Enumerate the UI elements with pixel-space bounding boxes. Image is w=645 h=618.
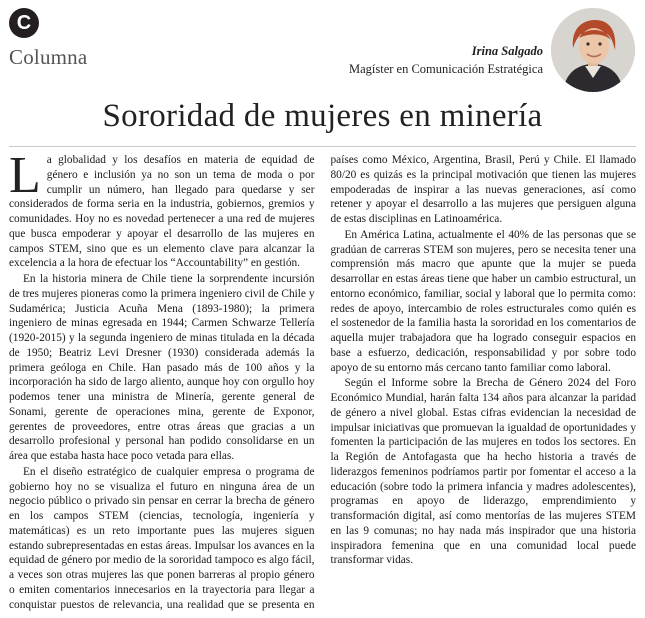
author-photo — [551, 8, 635, 92]
article-paragraph: Según el Informe sobre la Brecha de Género 2024 del Foro Económico Mundial, harán falta 134 años para alcanzar la paridad de género a nivel global. Estas cifras evidencian la necesidad de impulsar iniciativas que promuevan la igualdad de oportunidades y fomenten la participación de las mujeres en todos los sectores. En la Región de Antofagasta que ha hecho historia a través de liderazgos femeninos podríamos partir por fomentar el acceso a la educación (sobre todo la primera infancia y madres adolescentes), programas en apoyo de liderazgo, emprendimiento y transformación digital, así como mentorías de las mujeres STEM en las 9 comunas; no hay nada más inspirador que una historia inspiradora femenina que en una comunidad local puede transformar vidas. — [330, 377, 636, 567]
article-paragraph — [9, 147, 315, 271]
article-paragraph: En América Latina, actualmente el 40% de las personas que se gradúan de carreras STEM son mujeres, pero se necesita tener una comprensión más macro que apunte que la mujer se pueda desarrollar en estas áreas tiene que haber un cambio estructural, un entorno económico, familiar, social y laboral que lo permita como: redes de apoyo, intercambio de roles estructurales como quién es el sostenedor de la familia hasta la sororidad en los comentarios de aquella mujer trabajadora que ha logrado conseguir espacios en base a esfuerzo, dedicación, responsabilidad y por sobre todo apoyo de su entorno más cercano tanto familiar como laboral. — [330, 228, 636, 374]
author-name: Irina Salgado — [471, 44, 543, 58]
title-divider — [9, 146, 636, 147]
article-title: Sororidad de mujeres en minería — [102, 98, 543, 134]
article-paragraph: En el diseño estratégico de cualquier empresa o programa de gobierno hoy no se visualiza el futuro en ninguna área de un negocio público o privado sin pensar en cerrar la brecha de género en los campos STEM (ciencias, tecnología, ingeniería y matemáticas) es un reto importante pues las mujeres siguen estando subrepresentadas en estas áreas. Impulsar los avances en la equidad de género por medio de la sororidad tampoco es algo fácil, a veces son otras mujeres las que ponen barreras al propio género o emiten comentarios innecesarios en la trayectoria para llegar a conquistar puestos de relevancia, una realidad que se presenta en países como México, Argentina, Brasil, Perú y Chile. El llamado 80/20 es quizás es la principal motivación que tienen las mujeres empoderadas de inspirar a las nuevas generaciones, así como retener y apoyar el desarrollo a las mujeres que persiguen alguna de estas disciplinas en Latinoamérica. — [9, 154, 636, 611]
paragraph-text: a globalidad y los desafíos en materia de equidad de género e inclusión ya no son un tema de moda o por cumplir un número, han llegado para quedarse y ser considerados de forma seria en la industria, gobiernos, gremios y comunidades. Hoy no es novedad pertenecer a una red de mujeres que busca empoderar y apoyar el desarrollo de las mujeres en campos STEM, sino que es un elemento clave para alcanzar la excelencia a la hora de efectuar los “Accountability” en gestión. — [9, 154, 315, 270]
author-role: Magíster en Comunicación Estratégica — [348, 62, 543, 76]
section-badge: C — [9, 8, 39, 38]
drop-cap: L — [9, 147, 41, 204]
author-block — [349, 44, 543, 77]
article-body — [9, 147, 636, 613]
article-paragraph: En la historia minera de Chile tiene la sorprendente incursión de tres mujeres pioneras como la primera ingeniero civil de Chile y Sudamérica; Justicia Acuña Mena (1893-1980); la primera ingeniero de minas egresada en 1944; Carmen Schwarze Tellería (1920-2015) y la segunda ingeniero de minas titulada en la década de 1950; Beatriz Levi Dresner (1930) considerada además la primera geóloga en Chile. Han pasado más de 100 años y la incorporación ha sido de largo aliento, aunque hoy con orgullo hoy podemos tener una ministra de Minería, gerente general de Sonami, gerente de operaciones mina, gerente de Exponor, gerentes de proveedores, entre otras áreas que gracias a un desarrollo profesional y personal han podido consolidarse en un área que estaba hasta hace poco vetada para ellas. — [9, 273, 315, 462]
section-label: Columna — [9, 45, 88, 69]
author-portrait-icon — [551, 8, 635, 92]
page-header — [0, 0, 645, 95]
